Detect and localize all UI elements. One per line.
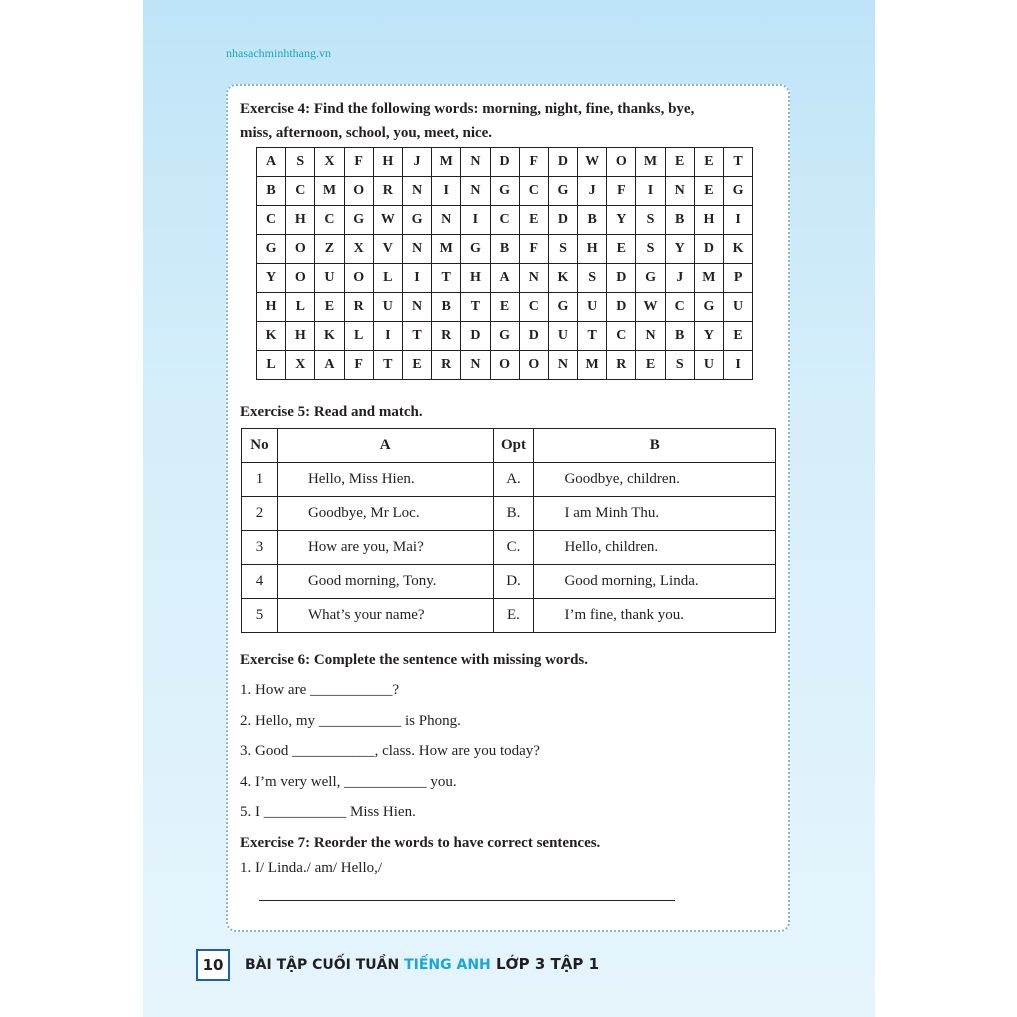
row-a: Goodbye, Mr Loc. <box>277 497 493 531</box>
grid-row <box>257 322 753 351</box>
table-row <box>242 497 776 531</box>
grid-cell: L <box>286 293 315 322</box>
grid-cell: J <box>578 177 607 206</box>
exercise7-title: Exercise 7: Reorder the words to have correct sentences. <box>240 835 601 851</box>
grid-cell: A <box>490 264 519 293</box>
grid-cell: S <box>548 235 577 264</box>
grid-cell: N <box>402 293 431 322</box>
grid-cell: R <box>607 351 636 380</box>
grid-cell: G <box>402 206 431 235</box>
grid-cell: H <box>461 264 490 293</box>
row-no: 4 <box>242 565 278 599</box>
grid-cell: F <box>519 148 548 177</box>
grid-cell: R <box>344 293 373 322</box>
grid-row <box>257 235 753 264</box>
grid-cell: N <box>402 177 431 206</box>
grid-cell: U <box>724 293 753 322</box>
grid-cell: M <box>315 177 344 206</box>
row-b: Goodbye, children. <box>534 463 776 497</box>
grid-cell: M <box>432 235 461 264</box>
exercise6-title: Exercise 6: Complete the sentence with missing words. <box>240 652 589 668</box>
row-a: What’s your name? <box>277 599 493 633</box>
row-no: 2 <box>242 497 278 531</box>
grid-cell: P <box>724 264 753 293</box>
grid-cell: Z <box>315 235 344 264</box>
row-no: 1 <box>242 463 278 497</box>
grid-cell: G <box>461 235 490 264</box>
header-no: No <box>242 429 278 463</box>
grid-cell: N <box>461 148 490 177</box>
grid-cell: D <box>548 148 577 177</box>
grid-cell: G <box>257 235 286 264</box>
grid-cell: S <box>665 351 694 380</box>
grid-cell: M <box>432 148 461 177</box>
grid-cell: N <box>548 351 577 380</box>
exercise7-line-1: 1. I/ Linda./ am/ Hello,/ <box>240 860 383 876</box>
row-b: I’m fine, thank you. <box>534 599 776 633</box>
grid-cell: N <box>402 235 431 264</box>
grid-cell: U <box>694 351 723 380</box>
row-opt: E. <box>493 599 534 633</box>
grid-row <box>257 264 753 293</box>
grid-cell: J <box>402 148 431 177</box>
footer-title <box>245 955 599 973</box>
grid-cell: K <box>548 264 577 293</box>
grid-cell: G <box>490 322 519 351</box>
grid-cell: G <box>548 293 577 322</box>
grid-cell: D <box>461 322 490 351</box>
exercise6-line-4: 4. I’m very well, ___________ you. <box>240 774 457 790</box>
exercise6-line-2: 2. Hello, my ___________ is Phong. <box>240 713 461 729</box>
grid-cell: S <box>578 264 607 293</box>
exercise5-title: Exercise 5: Read and match. <box>240 404 423 420</box>
grid-cell: S <box>636 206 665 235</box>
table-row <box>242 463 776 497</box>
grid-cell: Y <box>665 235 694 264</box>
grid-cell: C <box>315 206 344 235</box>
grid-cell: H <box>257 293 286 322</box>
grid-cell: R <box>432 322 461 351</box>
grid-cell: E <box>315 293 344 322</box>
grid-cell: I <box>432 177 461 206</box>
row-b: Hello, children. <box>534 531 776 565</box>
grid-cell: Y <box>607 206 636 235</box>
grid-cell: F <box>519 235 548 264</box>
grid-cell: Y <box>257 264 286 293</box>
grid-cell: T <box>461 293 490 322</box>
grid-cell: N <box>461 177 490 206</box>
row-opt: C. <box>493 531 534 565</box>
grid-cell: W <box>373 206 402 235</box>
grid-cell: I <box>724 206 753 235</box>
row-no: 3 <box>242 531 278 565</box>
grid-cell: N <box>665 177 694 206</box>
grid-cell: T <box>373 351 402 380</box>
row-opt: B. <box>493 497 534 531</box>
grid-cell: F <box>607 177 636 206</box>
grid-cell: O <box>286 264 315 293</box>
grid-cell: X <box>344 235 373 264</box>
grid-cell: C <box>490 206 519 235</box>
grid-cell: E <box>607 235 636 264</box>
grid-cell: F <box>344 148 373 177</box>
grid-cell: O <box>490 351 519 380</box>
grid-cell: C <box>665 293 694 322</box>
grid-cell: Y <box>694 322 723 351</box>
grid-cell: M <box>636 148 665 177</box>
grid-cell: D <box>694 235 723 264</box>
grid-cell: E <box>402 351 431 380</box>
grid-cell: L <box>257 351 286 380</box>
grid-cell: N <box>432 206 461 235</box>
grid-cell: M <box>578 351 607 380</box>
grid-cell: G <box>724 177 753 206</box>
answer-line <box>259 900 675 901</box>
grid-cell: B <box>665 206 694 235</box>
grid-cell: B <box>578 206 607 235</box>
grid-cell: O <box>519 351 548 380</box>
grid-cell: U <box>315 264 344 293</box>
grid-cell: O <box>344 177 373 206</box>
grid-cell: S <box>286 148 315 177</box>
watermark: nhasachminhthang.vn <box>226 46 331 60</box>
grid-cell: B <box>490 235 519 264</box>
grid-cell: D <box>490 148 519 177</box>
grid-row <box>257 177 753 206</box>
grid-cell: R <box>432 351 461 380</box>
grid-cell: C <box>607 322 636 351</box>
grid-row <box>257 148 753 177</box>
grid-cell: A <box>257 148 286 177</box>
grid-cell: O <box>344 264 373 293</box>
grid-cell: N <box>461 351 490 380</box>
grid-cell: H <box>373 148 402 177</box>
exercise4-title-line1: Exercise 4: Find the following words: morning, night, fine, thanks, bye, <box>240 101 695 117</box>
grid-cell: I <box>636 177 665 206</box>
grid-cell: L <box>344 322 373 351</box>
footer-part2: TIẾNG ANH <box>404 957 491 973</box>
grid-cell: K <box>315 322 344 351</box>
grid-cell: T <box>578 322 607 351</box>
grid-cell: D <box>519 322 548 351</box>
grid-cell: R <box>373 177 402 206</box>
grid-cell: U <box>548 322 577 351</box>
grid-cell: V <box>373 235 402 264</box>
grid-cell: E <box>694 177 723 206</box>
grid-cell: X <box>315 148 344 177</box>
grid-row <box>257 206 753 235</box>
grid-cell: J <box>665 264 694 293</box>
grid-cell: U <box>578 293 607 322</box>
grid-cell: X <box>286 351 315 380</box>
grid-cell: W <box>578 148 607 177</box>
row-a: How are you, Mai? <box>277 531 493 565</box>
grid-cell: B <box>257 177 286 206</box>
grid-cell: C <box>257 206 286 235</box>
grid-row <box>257 293 753 322</box>
grid-cell: T <box>724 148 753 177</box>
grid-cell: K <box>724 235 753 264</box>
grid-cell: G <box>344 206 373 235</box>
row-opt: D. <box>493 565 534 599</box>
grid-cell: I <box>461 206 490 235</box>
grid-cell: U <box>373 293 402 322</box>
grid-cell: E <box>694 148 723 177</box>
row-opt: A. <box>493 463 534 497</box>
grid-cell: L <box>373 264 402 293</box>
grid-cell: O <box>286 235 315 264</box>
grid-cell: C <box>519 293 548 322</box>
grid-cell: H <box>286 322 315 351</box>
grid-cell: W <box>636 293 665 322</box>
footer-part1: BÀI TẬP CUỐI TUẦN <box>245 957 405 973</box>
grid-cell: G <box>636 264 665 293</box>
grid-cell: O <box>607 148 636 177</box>
grid-cell: H <box>578 235 607 264</box>
table-row <box>242 599 776 633</box>
grid-cell: D <box>607 293 636 322</box>
row-b: I am Minh Thu. <box>534 497 776 531</box>
grid-cell: N <box>519 264 548 293</box>
match-table <box>241 428 776 633</box>
row-no: 5 <box>242 599 278 633</box>
word-search-grid <box>256 147 753 380</box>
grid-cell: E <box>490 293 519 322</box>
grid-cell: I <box>373 322 402 351</box>
grid-cell: G <box>490 177 519 206</box>
grid-cell: D <box>607 264 636 293</box>
grid-cell: G <box>548 177 577 206</box>
grid-cell: E <box>665 148 694 177</box>
grid-cell: E <box>636 351 665 380</box>
grid-cell: A <box>315 351 344 380</box>
grid-cell: I <box>724 351 753 380</box>
grid-cell: E <box>724 322 753 351</box>
grid-cell: I <box>402 264 431 293</box>
grid-cell: C <box>519 177 548 206</box>
grid-cell: N <box>636 322 665 351</box>
row-a: Good morning, Tony. <box>277 565 493 599</box>
grid-cell: T <box>402 322 431 351</box>
header-a: A <box>277 429 493 463</box>
grid-cell: F <box>344 351 373 380</box>
grid-cell: B <box>432 293 461 322</box>
grid-cell: S <box>636 235 665 264</box>
grid-cell: K <box>257 322 286 351</box>
grid-cell: T <box>432 264 461 293</box>
row-b: Good morning, Linda. <box>534 565 776 599</box>
grid-row <box>257 351 753 380</box>
grid-cell: G <box>694 293 723 322</box>
header-opt: Opt <box>493 429 534 463</box>
footer-part3: LỚP 3 TẬP 1 <box>490 955 600 973</box>
grid-cell: D <box>548 206 577 235</box>
exercise6-line-1: 1. How are ___________? <box>240 682 400 698</box>
row-a: Hello, Miss Hien. <box>277 463 493 497</box>
grid-cell: E <box>519 206 548 235</box>
header-b: B <box>534 429 776 463</box>
match-header-row <box>242 429 776 463</box>
exercise4-title-line2: miss, afternoon, school, you, meet, nice. <box>240 125 493 141</box>
grid-cell: H <box>286 206 315 235</box>
page-number: 10 <box>196 949 230 981</box>
exercise6-line-3: 3. Good ___________, class. How are you today? <box>240 743 540 759</box>
table-row <box>242 565 776 599</box>
grid-cell: B <box>665 322 694 351</box>
grid-cell: C <box>286 177 315 206</box>
table-row <box>242 531 776 565</box>
grid-cell: M <box>694 264 723 293</box>
grid-cell: H <box>694 206 723 235</box>
exercise6-line-5: 5. I ___________ Miss Hien. <box>240 804 416 820</box>
